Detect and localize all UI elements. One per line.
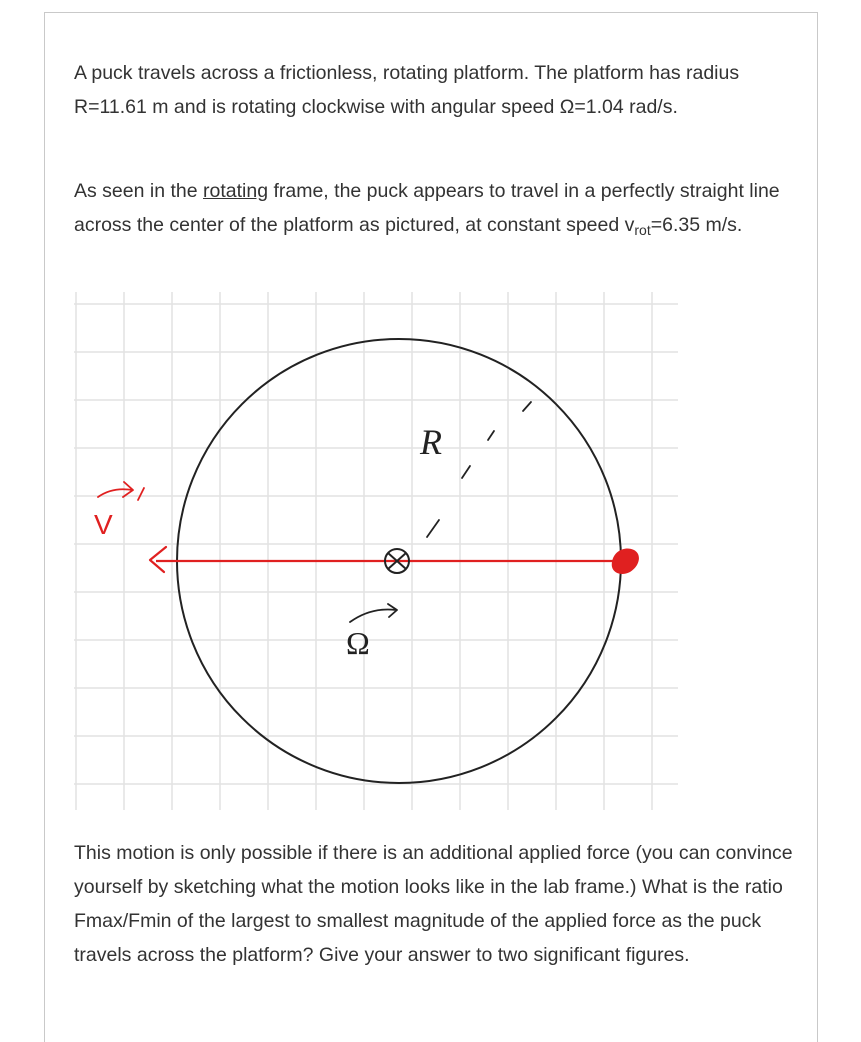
radius-dashes	[427, 402, 531, 537]
radius-label: R	[420, 422, 442, 462]
rotating-underlined: rotating	[203, 180, 269, 202]
velocity-label: V	[94, 509, 113, 540]
omega-arrow	[350, 604, 397, 622]
problem-question: This motion is only possible if there is an additional applied force (you can convince yourself by sketching what the motion looks like in the lab frame.) What is the ratio Fmax/Fmin of the largest to smallest magnitude of the applied force as the puck travels across the platform? Give your answer to two significant figures.	[74, 842, 793, 966]
top-bar	[44, 0, 818, 12]
platform-figure	[74, 292, 678, 810]
omega-label: Ω	[346, 625, 370, 661]
setup-text-c: =6.35 m/s.	[650, 214, 743, 236]
vrot-subscript: rot	[634, 222, 651, 238]
setup-text-b: frame, the puck appears to travel in a perfectly straight line across the center of the platform as pictured, at constant speed v	[74, 180, 780, 236]
puck	[612, 549, 639, 574]
velocity-arrow	[98, 482, 144, 500]
path-arrowhead	[150, 547, 166, 572]
grid	[74, 292, 678, 810]
problem-intro: A puck travels across a frictionless, rotating platform. The platform has radius R=11.61 m and is rotating clockwise with angular speed Ω=1.04 rad/s.	[74, 62, 740, 118]
setup-text-a: As seen in the	[74, 180, 203, 202]
problem-setup	[74, 174, 794, 242]
